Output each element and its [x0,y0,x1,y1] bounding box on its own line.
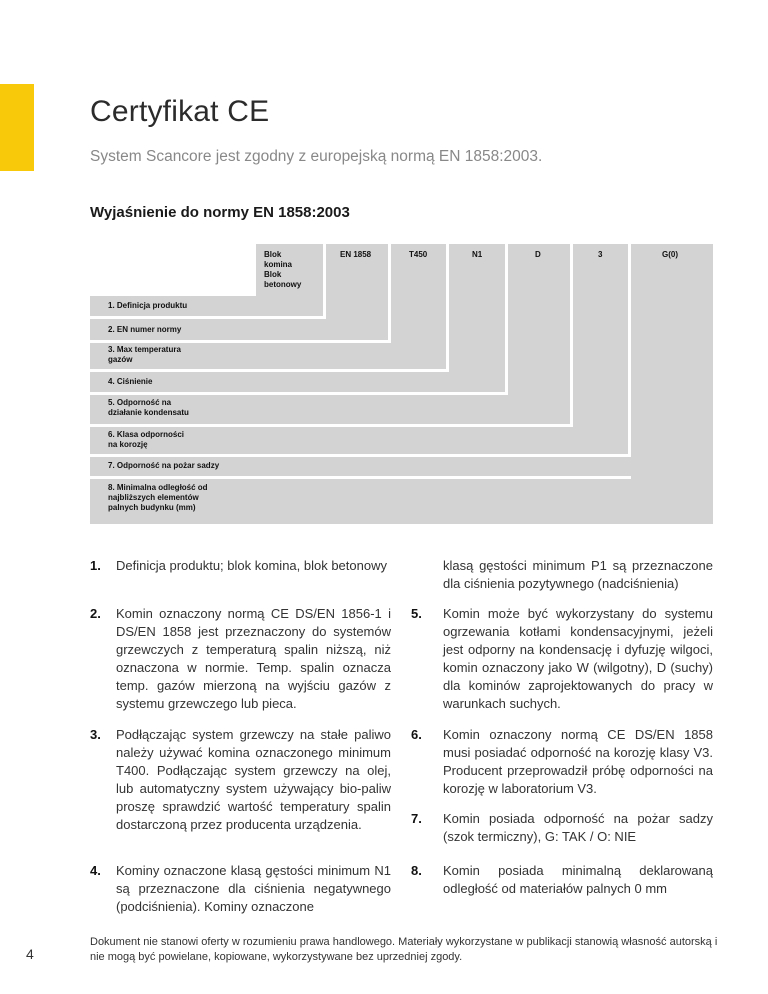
row-label-2: 2. EN numer normy [108,325,182,334]
page-title: Certyfikat CE [90,95,270,128]
item-number-5: 5. [411,606,422,621]
item-text-4-continued: klasą gęstości minimum P1 są przeznaczone dla ciśnienia pozytywnego (nadciśnienia) [443,558,713,591]
column-header-g0: G(0) [662,250,678,259]
row-label-4: 4. Ciśnienie [108,377,153,386]
section-title: Wyjaśnienie do normy EN 1858:2003 [90,204,350,221]
column-header-n1: N1 [472,250,483,259]
page-subtitle: System Scancore jest zgodny z europejską normą EN 1858:2003. [90,148,543,165]
row-label-6: 6. Klasa odporności na korozję [108,430,185,449]
column-header-3: 3 [598,250,603,259]
item-number-3: 3. [90,727,101,742]
row-label-7: 7. Odporność na pożar sadzy [108,461,220,470]
column-header-en1858: EN 1858 [340,250,372,259]
column-header-d: D [535,250,541,259]
item-number-6: 6. [411,727,422,742]
item-text-3: Podłączając system grzewczy na stałe paliwo należy używać komina oznaczonego minimum T400. Podłączając system grzewczy na olej, lub automatyczny system używający bio-paliw proszę sprawdzić wartość temperatury spalin dostarczoną przez producenta urządzenia. [116,727,391,832]
column-header-blok: Blok komina Blok betonowy [264,250,302,289]
item-text-5: Komin może być wykorzystany do systemu ogrzewania kotłami kondensacyjnymi, jeżeli jest odporny na kondensację i dyfuzję wilgoci, komin oznaczony jako W (wilgotny), D (suchy) dla kominów zaprojektowanych do pracy w warunkach suchych. [443,606,713,711]
row-label-5: 5. Odporność na działanie kondensatu [108,398,189,417]
diagram-column-block-6 [573,244,628,454]
diagram-column-block-4 [449,244,505,392]
item-text-4: Kominy oznaczone klasą gęstości minimum N1 są przeznaczone dla ciśnienia negatywnego (podciśnienia). Kominy oznaczone [116,863,391,914]
item-text-8: Komin posiada minimalną deklarowaną odległość od materiałów palnych 0 mm [443,863,713,896]
item-text-2: Komin oznaczony normą CE DS/EN 1856-1 i DS/EN 1858 jest przeznaczony do systemów grzewczych z temperaturą spalin niższą, niż oznaczona w normie. Temp. spalin oznacza temp. gazów mierzoną na wyjściu gazów z systemu grzewczego lub pieca. [116,606,391,711]
item-number-2: 2. [90,606,101,621]
column-header-t450: T450 [409,250,428,259]
row-label-8: 8. Minimalna odległość od najbliższych elementów palnych budynku (mm) [108,483,208,512]
row-label-1: 1. Definicja produktu [108,301,188,310]
item-text-7: Komin posiada odporność na pożar sadzy (szok termiczny), G: TAK / O: NIE [443,811,713,844]
item-text-6: Komin oznaczony normą CE DS/EN 1858 musi posiadać odporność na korozję klasy V3. Producent przeprowadził próbę odporności na korozję w laboratorium V3. [443,727,713,796]
item-number-4: 4. [90,863,101,878]
item-number-1: 1. [90,558,101,573]
item-number-8: 8. [411,863,422,878]
item-number-7: 7. [411,811,422,826]
row-label-3: 3. Max temperatura gazów [108,345,181,364]
footer-disclaimer: Dokument nie stanowi oferty w rozumieniu prawa handlowego. Materiały wykorzystane w publikacji stanowią własność autorską i nie mogą być powielane, kopiowane, wykorzystywane bez uprzedniej zgody. [90,936,718,963]
item-text-1: Definicja produktu; blok komina, blok betonowy [116,558,387,573]
page-number: 4 [26,946,34,962]
